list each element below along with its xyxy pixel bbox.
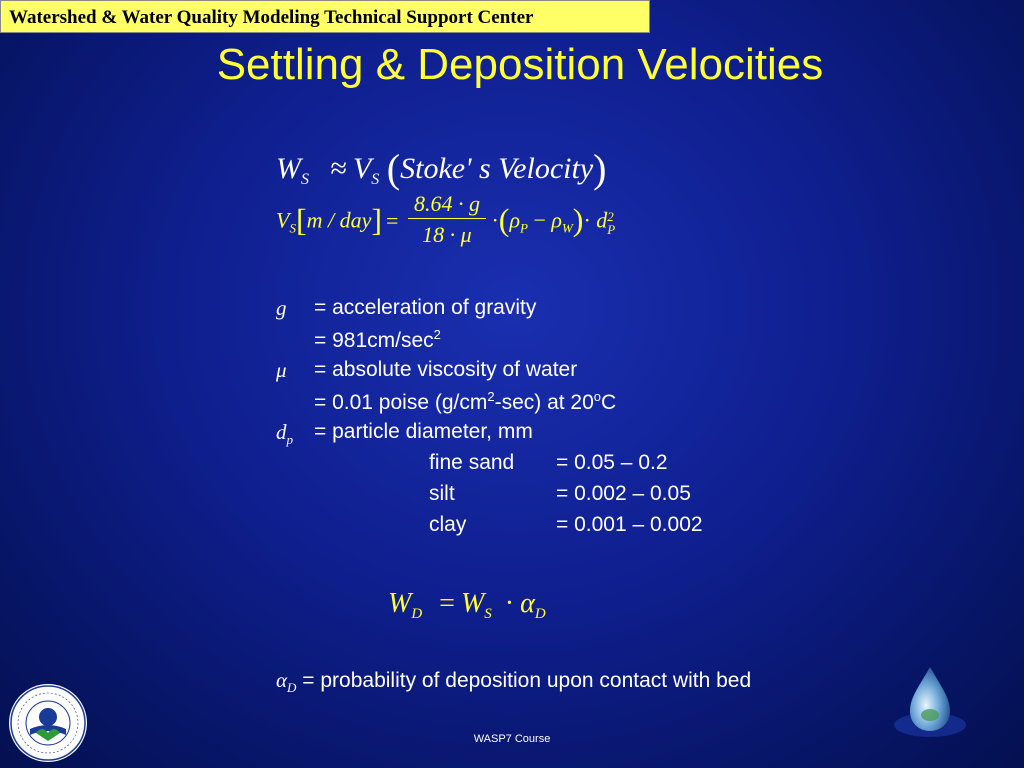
def-dp-text: = particle diameter, mm bbox=[314, 420, 533, 443]
eq2-units: m / day bbox=[306, 207, 372, 233]
equation-stokes-velocity: $V_S[m / day]$ = $\frac{8.64 \cdot g}{18 \cdot \mu}$ $\cdot(\rho_P - \rho_W)\cdot d$ 2 P bbox=[276, 192, 615, 262]
eq2-rho-w-sub: W bbox=[561, 220, 573, 236]
def-g-text: = acceleration of gravity bbox=[314, 296, 537, 319]
def-g-value-sup: 2 bbox=[433, 327, 441, 342]
def-mu-value-c: C bbox=[601, 391, 617, 414]
def-mu-symbol: μ bbox=[276, 358, 287, 382]
eq1-approx: ≈ bbox=[330, 152, 347, 185]
soil-range: = 0.05 – 0.2 bbox=[556, 451, 668, 474]
eq2-numerator: 8.64 · g bbox=[408, 190, 486, 219]
eq1-lhs-sub: S bbox=[301, 171, 309, 188]
def-mu-value-sup1: 2 bbox=[487, 389, 495, 404]
eq2-rho-w: ρ bbox=[551, 207, 562, 233]
eq2-dot1: · bbox=[491, 207, 499, 233]
eq2-rho-p: ρ bbox=[509, 207, 520, 233]
def-mu-text: = absolute viscosity of water bbox=[314, 358, 578, 381]
eq2-equals: = bbox=[386, 207, 399, 233]
def-mu-value-b: -sec) at 20 bbox=[494, 391, 594, 414]
def-g-value: = 981cm/sec bbox=[314, 329, 434, 352]
alpha-symbol: α bbox=[276, 668, 288, 692]
eq1-lhs: W bbox=[276, 152, 301, 185]
eq1-paren-text: Stoke' s Velocity bbox=[400, 152, 594, 185]
alpha-definition bbox=[276, 668, 751, 696]
epa-seal-icon bbox=[8, 683, 88, 763]
eq2-d-sub: P bbox=[607, 221, 616, 237]
eq3-ws-sub: S bbox=[484, 606, 492, 622]
soil-name: silt bbox=[429, 482, 455, 505]
equation-deposition-velocity bbox=[388, 588, 546, 623]
eq3-alpha: α bbox=[520, 588, 535, 619]
alpha-sub: D bbox=[287, 680, 297, 695]
eq2-dot2: · bbox=[583, 207, 591, 233]
soil-name: clay bbox=[429, 513, 467, 536]
eq1-rhs-sub: S bbox=[371, 171, 380, 188]
def-dp-sub: p bbox=[286, 432, 293, 447]
eq2-d: d bbox=[596, 207, 608, 233]
soil-range: = 0.002 – 0.05 bbox=[556, 482, 691, 505]
equation-settling-velocity: $W_S \approx V_S$ (Stoke' s Velocity) bbox=[276, 146, 607, 191]
slide-title: Settling & Deposition Velocities bbox=[216, 40, 824, 89]
eq2-minus: − bbox=[533, 207, 546, 233]
eq3-lhs-sub: D bbox=[411, 606, 423, 622]
eq2-fraction bbox=[408, 190, 486, 251]
eq3-dot: · bbox=[504, 588, 515, 619]
eq3-ws: W bbox=[460, 588, 485, 619]
eq2-lhs: V bbox=[276, 207, 290, 233]
eq3-lhs: W bbox=[388, 588, 412, 619]
eq3-equals: = bbox=[439, 588, 455, 619]
def-dp-symbol: d bbox=[276, 420, 287, 444]
eq2-rho-p-sub: P bbox=[520, 220, 528, 236]
soil-range: = 0.001 – 0.002 bbox=[556, 513, 703, 536]
eq3-alpha-sub: D bbox=[534, 606, 546, 622]
footer-text: WASP7 Course bbox=[473, 733, 551, 745]
alpha-text: = probability of deposition upon contact with bed bbox=[302, 669, 752, 692]
def-g-symbol: g bbox=[276, 296, 287, 320]
eq2-denominator: 18 · μ bbox=[422, 222, 472, 247]
eq2-lhs-sub: S bbox=[289, 220, 296, 236]
header-banner: Watershed & Water Quality Modeling Technical Support Center bbox=[0, 0, 650, 33]
water-drop-logo-icon bbox=[890, 663, 970, 743]
soil-name: fine sand bbox=[429, 451, 515, 474]
eq2-d-sup: 2 bbox=[607, 208, 614, 224]
def-mu-value-sup2: o bbox=[593, 389, 602, 404]
def-mu-value-a: = 0.01 poise (g/cm bbox=[314, 391, 488, 414]
eq1-rhs: V bbox=[352, 152, 372, 185]
